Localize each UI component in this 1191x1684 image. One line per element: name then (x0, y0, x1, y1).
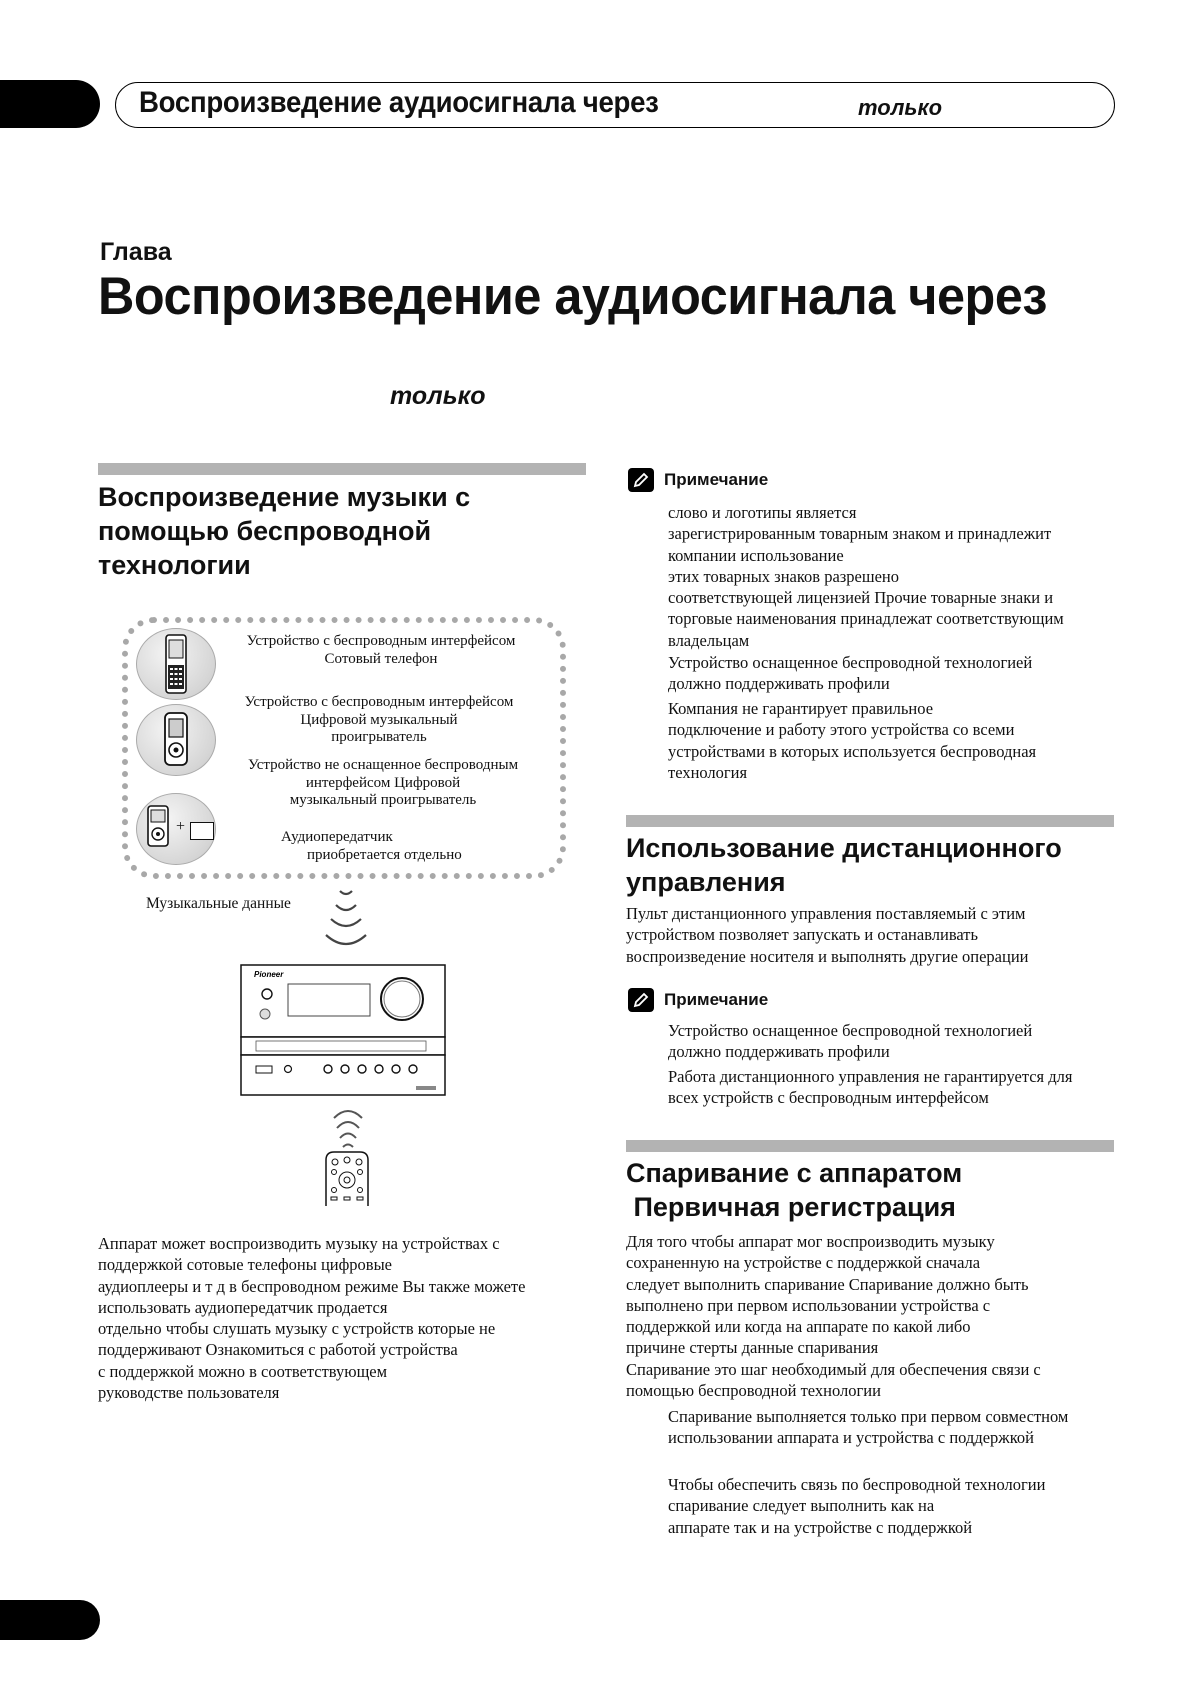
remote-signal-icon (326, 1104, 370, 1150)
transmitter-icon (190, 822, 214, 840)
chapter-label: Глава (100, 238, 172, 266)
section-divider (98, 463, 586, 475)
note-heading: Примечание (628, 468, 768, 492)
wireless-section-body: Аппарат может воспроизводить музыку на устройствах с поддержкой сотовые телефоны цифровые аудиоплееры и т д в беспроводном режиме Вы также можете использовать аудиопередатчик продается отдельно чтобы слушать музыку с устройств которые не поддерживают Ознакомиться с работой устройства с поддержкой можно в соответствующем руководстве пользователя (98, 1234, 526, 1403)
running-header-title: Воспроизведение аудиосигнала через (139, 86, 659, 119)
chapter-tab-marker (0, 80, 100, 128)
note1-item2: Устройство оснащенное беспроводной технологией должно поддерживать профили (668, 653, 1033, 694)
chapter-qualifier: только (390, 382, 486, 410)
device3-label: Устройство не оснащенное беспроводным интерфейсом Цифровой музыкальный проигрыватель (247, 757, 519, 808)
running-header-qualifier: только (858, 95, 943, 120)
music-player-illustration (136, 704, 216, 776)
pairing-section-body: Для того чтобы аппарат мог воспроизводить музыку сохраненную на устройстве с поддержкой сначала следует выполнить спаривание Спаривание должно быть выполнено при первом использовании устройства с поддержкой или когда на аппарате по какой либо причине стерты данные спаривания Спаривание это шаг необходимый для обеспечения связи с помощью беспроводной технологии (626, 1232, 1041, 1401)
pairing-note-1: Спаривание выполняется только при первом совместном использовании аппарата и устройства с поддержкой (668, 1407, 1069, 1448)
music-player-icon (137, 705, 215, 775)
pencil-note-icon (628, 468, 654, 492)
note2-item2: Работа дистанционного управления не гарантируется для всех устройств с беспроводным интерфейсом (668, 1067, 1073, 1108)
section-heading-remote: Использование дистанционного управления (626, 833, 1062, 897)
chapter-title: Воспроизведение аудиосигнала через (98, 267, 1047, 326)
section-heading-wireless: Воспроизведение музыки с помощью беспроводной технологии (98, 482, 471, 580)
device2-label: Устройство с беспроводным интерфейсом Цифровой музыкальный проигрыватель (244, 694, 514, 745)
note2-item1: Устройство оснащенное беспроводной технологией должно поддерживать профили (668, 1021, 1033, 1062)
svg-text:Pioneer: Pioneer (254, 970, 284, 979)
phone-illustration (136, 628, 216, 700)
device4-label: Аудиопередатчик приобретается отдельно (281, 829, 462, 863)
remote-section-body: Пульт дистанционного управления поставляемый с этим устройством позволяет запускать и останавливать воспроизведение носителя и выполнять другие операции (626, 904, 1029, 966)
pencil-note-icon (628, 988, 654, 1012)
note-heading: Примечание (628, 988, 768, 1012)
note1-item1: слово и логотипы является зарегистрированным товарным знаком и принадлежит компании использование этих товарных знаков разрешено соответствующей лицензией Прочие товарные знаки и торговые наименования принадлежат соответствующим владельцам (668, 503, 1064, 650)
mobile-phone-icon (137, 629, 215, 699)
audio-system-unit (240, 964, 446, 1099)
section-divider (626, 1140, 1114, 1152)
section-heading-pairing: Спаривание с аппаратом Первичная регистрация (626, 1158, 963, 1222)
device1-label: Устройство с беспроводным интерфейсом Сотовый телефон (246, 633, 516, 667)
plus-sign: + (176, 818, 186, 835)
section-divider (626, 815, 1114, 827)
pairing-note-2: Чтобы обеспечить связь по беспроводной технологии спаривание следует выполнить как на аппарате так и на устройстве с поддержкой (668, 1475, 1046, 1537)
page-number-tab (0, 1600, 100, 1640)
note1-item3: Компания не гарантирует правильное подключение и работу этого устройства со всеми устройствами в которых используется беспроводная технология (668, 699, 1037, 782)
music-data-label: Музыкальные данные (146, 895, 291, 912)
wireless-signal-icon (318, 885, 374, 957)
remote-control-illustration (322, 1150, 372, 1206)
